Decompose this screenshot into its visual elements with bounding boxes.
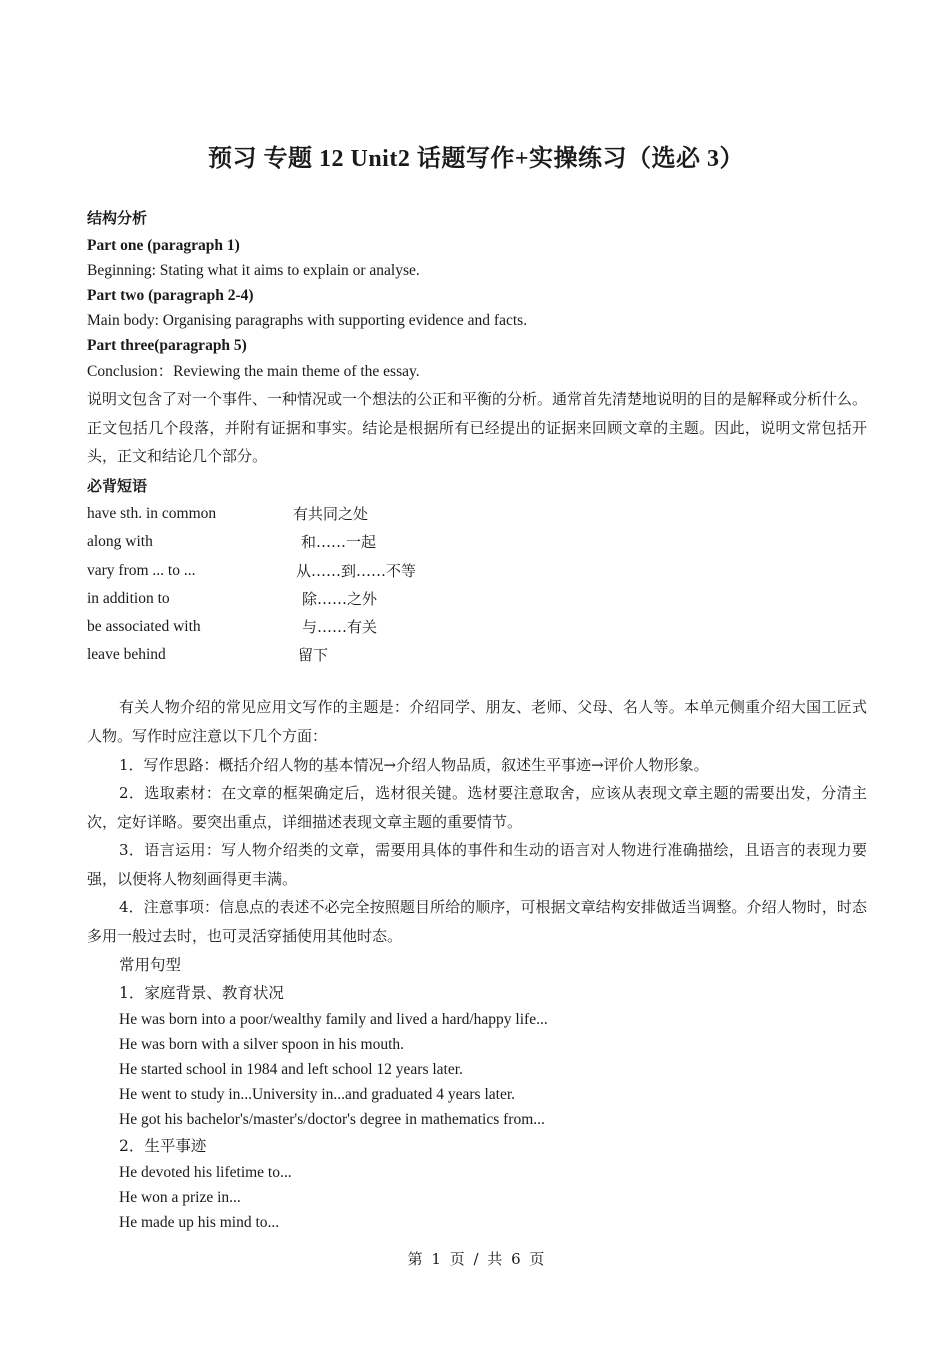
part-one-desc: Beginning: Stating what it aims to explain or analyse. bbox=[87, 262, 420, 279]
pattern-sentence: He devoted his lifetime to... bbox=[119, 1164, 292, 1181]
pattern-sentence: He got his bachelor's/master's/doctor's degree in mathematics from... bbox=[119, 1111, 545, 1128]
pattern-sentence: He made up his mind to... bbox=[119, 1214, 280, 1231]
phrase-zh: 有共同之处 bbox=[293, 505, 369, 523]
phrase-zh: 与……有关 bbox=[302, 618, 378, 636]
phrase-zh: 留下 bbox=[298, 646, 329, 664]
structure-heading: 结构分析 bbox=[87, 209, 148, 227]
guide-point-3: 3．语言运用：写人物介绍类的文章，需要用具体的事件和生动的语言对人物进行准确描绘，且语言的表现力要强，以便将人物刻画得更丰满。 bbox=[87, 841, 867, 888]
part-three-label: Part three(paragraph 5) bbox=[87, 337, 247, 354]
phrase-en: be associated with bbox=[87, 618, 201, 635]
guide-point-1: 1．写作思路：概括介绍人物的基本情况→介绍人物品质，叙述生平事迹→评价人物形象。 bbox=[119, 756, 709, 774]
phrase-en: leave behind bbox=[87, 646, 166, 663]
pattern-group-title: 1．家庭背景、教育状况 bbox=[119, 984, 284, 1002]
structure-summary: 说明文包含了对一个事件、一种情况或一个想法的公正和平衡的分析。通常首先清楚地说明的目的是解释或分析什么。正文包括几个段落，并附有证据和事实。结论是根据所有已经提出的证据来回顾文章的主题。因此，说明文常包括开头，正文和结论几个部分。 bbox=[87, 390, 868, 465]
phrase-zh: 除……之外 bbox=[302, 590, 378, 608]
guide-intro: 有关人物介绍的常见应用文写作的主题是：介绍同学、朋友、老师、父母、名人等。本单元侧重介绍大国工匠式人物。写作时应注意以下几个方面： bbox=[87, 698, 867, 745]
guide-point-4: 4．注意事项：信息点的表述不必完全按照题目所给的顺序，可根据文章结构安排做适当调整。介绍人物时，时态多用一般过去时，也可灵活穿插使用其他时态。 bbox=[87, 898, 867, 945]
pattern-sentence: He was born into a poor/wealthy family and lived a hard/happy life... bbox=[119, 1011, 548, 1028]
phrase-en: vary from ... to ... bbox=[87, 562, 196, 579]
patterns-heading: 常用句型 bbox=[119, 956, 182, 974]
pattern-sentence: He won a prize in... bbox=[119, 1189, 241, 1206]
pattern-sentence: He went to study in...University in...and graduated 4 years later. bbox=[119, 1086, 516, 1103]
phrase-en: in addition to bbox=[87, 590, 170, 607]
part-one-label: Part one (paragraph 1) bbox=[87, 237, 240, 254]
page-title: 预习 专题 12 Unit2 话题写作+实操练习（选必 3） bbox=[207, 146, 744, 172]
phrase-en: along with bbox=[87, 533, 153, 550]
pattern-group-title: 2．生平事迹 bbox=[119, 1137, 207, 1155]
part-three-desc: Conclusion：Reviewing the main theme of the essay. bbox=[87, 363, 420, 380]
phrase-zh: 和……一起 bbox=[301, 533, 377, 551]
phrase-zh: 从……到……不等 bbox=[296, 562, 417, 580]
pattern-sentence: He was born with a silver spoon in his mouth. bbox=[119, 1036, 405, 1053]
phrase-en: have sth. in common bbox=[87, 505, 217, 522]
part-two-desc: Main body: Organising paragraphs with supporting evidence and facts. bbox=[87, 312, 528, 329]
phrases-heading: 必背短语 bbox=[87, 477, 148, 495]
guide-point-2: 2．选取素材：在文章的框架确定后，选材很关键。选材要注意取舍，应该从表现文章主题的需要出发，分清主次，定好详略。要突出重点，详细描述表现文章主题的重要情节。 bbox=[87, 784, 867, 831]
pattern-sentence: He started school in 1984 and left school 12 years later. bbox=[119, 1061, 463, 1078]
part-two-label: Part two (paragraph 2-4) bbox=[87, 287, 254, 304]
page-number-footer: 第 1 页 / 共 6 页 bbox=[407, 1250, 545, 1268]
